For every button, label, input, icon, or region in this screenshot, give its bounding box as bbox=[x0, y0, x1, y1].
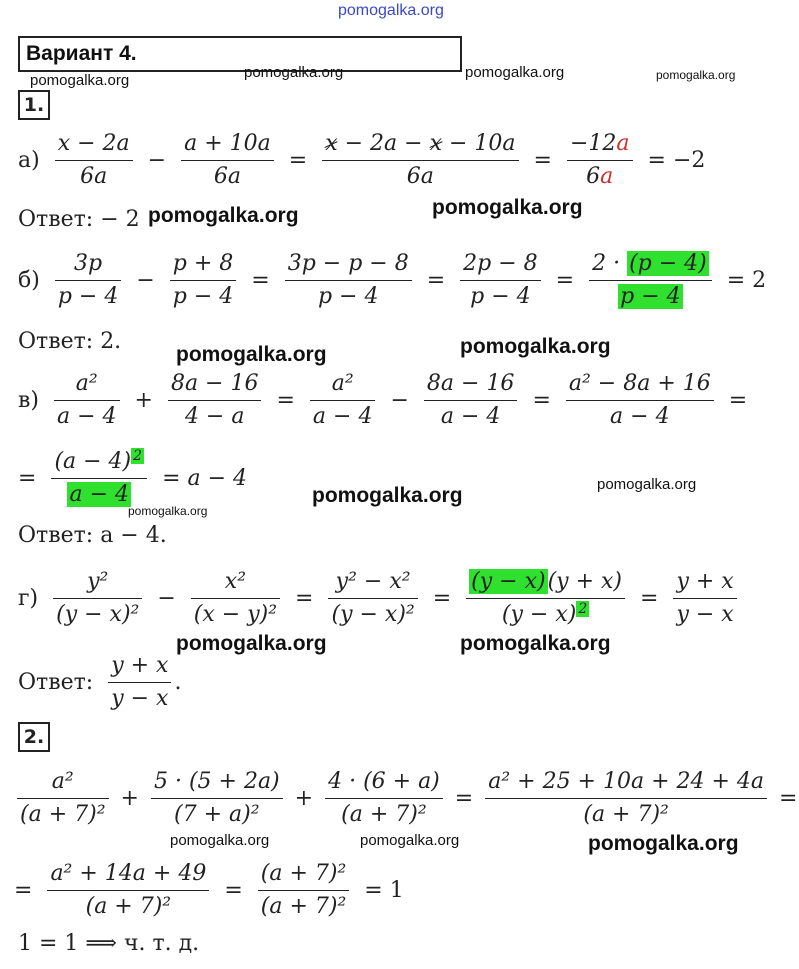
cancelled-term: x bbox=[429, 131, 442, 156]
fraction: $\frac{x - 2a}{6a}$ bbox=[55, 130, 133, 191]
watermark: pomogalka.org bbox=[460, 632, 611, 655]
variant-title: Вариант 4. bbox=[26, 42, 137, 65]
fraction: $\frac{5 \cdot (5 + 2a)}{\text{(7 + a)²}}$ bbox=[151, 768, 283, 829]
task-number-2: 2. bbox=[18, 722, 50, 752]
fraction: $\frac{\text{(a + 7)²}}{\text{(a + 7)²}}$ bbox=[258, 860, 350, 921]
watermark: pomogalka.org bbox=[30, 72, 130, 89]
fraction: $\frac{\text{a²}}{a - 4}$ bbox=[310, 370, 376, 431]
watermark: pomogalka.org bbox=[465, 64, 565, 81]
fraction: $\frac{8a - 16}{4 - a}$ bbox=[168, 370, 262, 431]
fraction: $\frac{(y - x)(y + x)}{(y - x) ^2}$ bbox=[466, 568, 625, 629]
fraction: $\frac{\text{a²}}{\text{(a + 7)²}}$ bbox=[17, 768, 109, 829]
fraction: $\frac{p + 8}{p - 4}$ bbox=[170, 250, 237, 311]
watermark: pomogalka.org bbox=[170, 832, 270, 849]
watermark-top: pomogalka.org bbox=[338, 2, 444, 19]
watermark: pomogalka.org bbox=[460, 335, 611, 358]
answer-b: Ответ: 2. bbox=[18, 329, 122, 354]
watermark: pomogalka.org bbox=[588, 832, 739, 855]
fraction: $\frac{\text{y² − x²}}{\text{(y − x)²}}$ bbox=[328, 568, 417, 629]
task2-line2: = $\frac{\text{a² + 14a + 49}}{\text{(a + 7)²}}$ = $\frac{\text{(a + 7)²}}{\text{(a + 7)²}}$ = 1 bbox=[14, 861, 404, 919]
task1-v-line: в) $\frac{\text{a²}}{a - 4}$ + $\frac{8a - 16}{4 - a}$ = $\frac{\text{a²}}{a - 4}$ − $\frac{8a - 16}{a - 4}$ = $\frac{\text{a² − 8a + 16}}{a - 4}$ = bbox=[18, 371, 748, 429]
watermark: pomogalka.org bbox=[176, 632, 327, 655]
watermark: pomogalka.org bbox=[312, 484, 463, 507]
fraction: $\frac{3p}{p - 4}$ bbox=[55, 250, 122, 311]
fraction: $\frac{3p - p - 8}{p - 4}$ bbox=[285, 250, 412, 311]
fraction: $\frac{(a - 4) ^2}{a - 4}$ bbox=[51, 448, 147, 509]
task1-b-line: б) $\frac{3p}{p - 4}$ − $\frac{p + 8}{p - 4}$ = $\frac{3p - p - 8}{p - 4}$ = $\frac{2p - 8}{p - 4}$ = $\frac{2 \cdot (p - 4)}{p - 4}$ = 2 bbox=[18, 251, 767, 309]
watermark: pomogalka.org bbox=[148, 204, 299, 227]
highlight: a − 4 bbox=[69, 482, 130, 507]
highlight: p − 4 bbox=[620, 284, 681, 309]
item-label: г) bbox=[18, 585, 39, 611]
task1-g-line: г) $\frac{\text{y²}}{\text{(y − x)²}}$ − $\frac{\text{x²}}{\text{(x − y)²}}$ = $\frac{\text{y² − x²}}{\text{(y − x)²}}$ = $\frac{(y - x)(y + x)}{(y - x) ^2}$ = $\frac{y + x}{y - x}$ bbox=[18, 568, 740, 629]
fraction: $\frac{\text{x²}}{\text{(x − y)²}}$ bbox=[191, 568, 280, 629]
watermark: pomogalka.org bbox=[597, 476, 697, 493]
answer-a: Ответ: − 2 bbox=[18, 207, 140, 232]
cancelled-term: x bbox=[325, 131, 338, 156]
highlight: 2 bbox=[578, 600, 588, 617]
fraction: $\frac{\text{a² + 25 + 10a + 24 + 4a}}{\text{(a + 7)²}}$ bbox=[485, 768, 767, 829]
answer-g: Ответ: $\frac{y + x}{y - x}$ . bbox=[18, 653, 182, 711]
watermark: pomogalka.org bbox=[360, 832, 460, 849]
item-label: а) bbox=[18, 147, 40, 173]
conclusion: 1 = 1 ⟹ ч. т. д. bbox=[18, 931, 200, 956]
highlight: (y − x) bbox=[471, 569, 546, 594]
watermark: pomogalka.org bbox=[656, 68, 736, 82]
item-label: б) bbox=[18, 267, 40, 293]
highlight: 2 bbox=[133, 447, 143, 464]
fraction: $\frac{2 \cdot (p - 4)}{p - 4}$ bbox=[589, 250, 712, 311]
answer-v: Ответ: a − 4. bbox=[18, 523, 167, 548]
watermark: pomogalka.org bbox=[244, 64, 344, 81]
fraction: $\frac{\text{a² − 8a + 16}}{a - 4}$ bbox=[566, 370, 714, 431]
fraction: $\frac{x - 2a - x - 10a}{6a}$ bbox=[322, 130, 518, 191]
result: = a − 4 bbox=[162, 465, 248, 491]
fraction: $\frac{a + 10a}{6a}$ bbox=[181, 130, 274, 191]
watermark: pomogalka.org bbox=[128, 504, 208, 518]
fraction: $\frac{\text{a² + 14a + 49}}{\text{(a + 7)²}}$ bbox=[47, 860, 209, 921]
task1-v-line2: = $\frac{(a - 4) ^2}{a - 4}$ = a − 4 bbox=[18, 447, 248, 507]
item-label: в) bbox=[18, 387, 39, 413]
task2-line1: $\frac{\text{a²}}{\text{(a + 7)²}}$ + $\frac{5 \cdot (5 + 2a)}{\text{(7 + a)²}}$ + $\frac{4 \cdot (6 + a)}{\text{(a + 7)²}}$ = $\frac{\text{a² + 25 + 10a + 24 + 4a}}{\text{(a + 7)²}}$ = bbox=[14, 768, 799, 829]
watermark: pomogalka.org bbox=[176, 343, 327, 366]
watermark: pomogalka.org bbox=[432, 196, 583, 219]
fraction: $\frac{y + x}{y - x}$ bbox=[673, 568, 736, 629]
fraction: $\frac{\text{y²}}{\text{(y − x)²}}$ bbox=[53, 568, 142, 629]
fraction: $\frac{4 \cdot (6 + a)}{\text{(a + 7)²}}$ bbox=[325, 768, 443, 829]
fraction: $\frac{\text{a²}}{a - 4}$ bbox=[54, 370, 120, 431]
result: = 1 bbox=[364, 877, 404, 903]
fraction: $\frac{8a - 16}{a - 4}$ bbox=[424, 370, 518, 431]
result: = −2 bbox=[647, 147, 706, 173]
fraction: $\frac{2p - 8}{p - 4}$ bbox=[460, 250, 541, 311]
task1-a-line: а) $\frac{x - 2a}{6a}$ − $\frac{a + 10a}{6a}$ = $\frac{x - 2a - x - 10a}{6a}$ = $\frac{-12a}{6a}$ = −2 bbox=[18, 131, 706, 189]
fraction: $\frac{y + x}{y - x}$ bbox=[108, 652, 171, 713]
result: = 2 bbox=[726, 267, 767, 293]
task-number-1: 1. bbox=[18, 90, 50, 120]
highlight: (p − 4) bbox=[629, 251, 707, 276]
fraction: $\frac{-12a}{6a}$ bbox=[567, 130, 633, 191]
variant-header bbox=[18, 36, 462, 72]
